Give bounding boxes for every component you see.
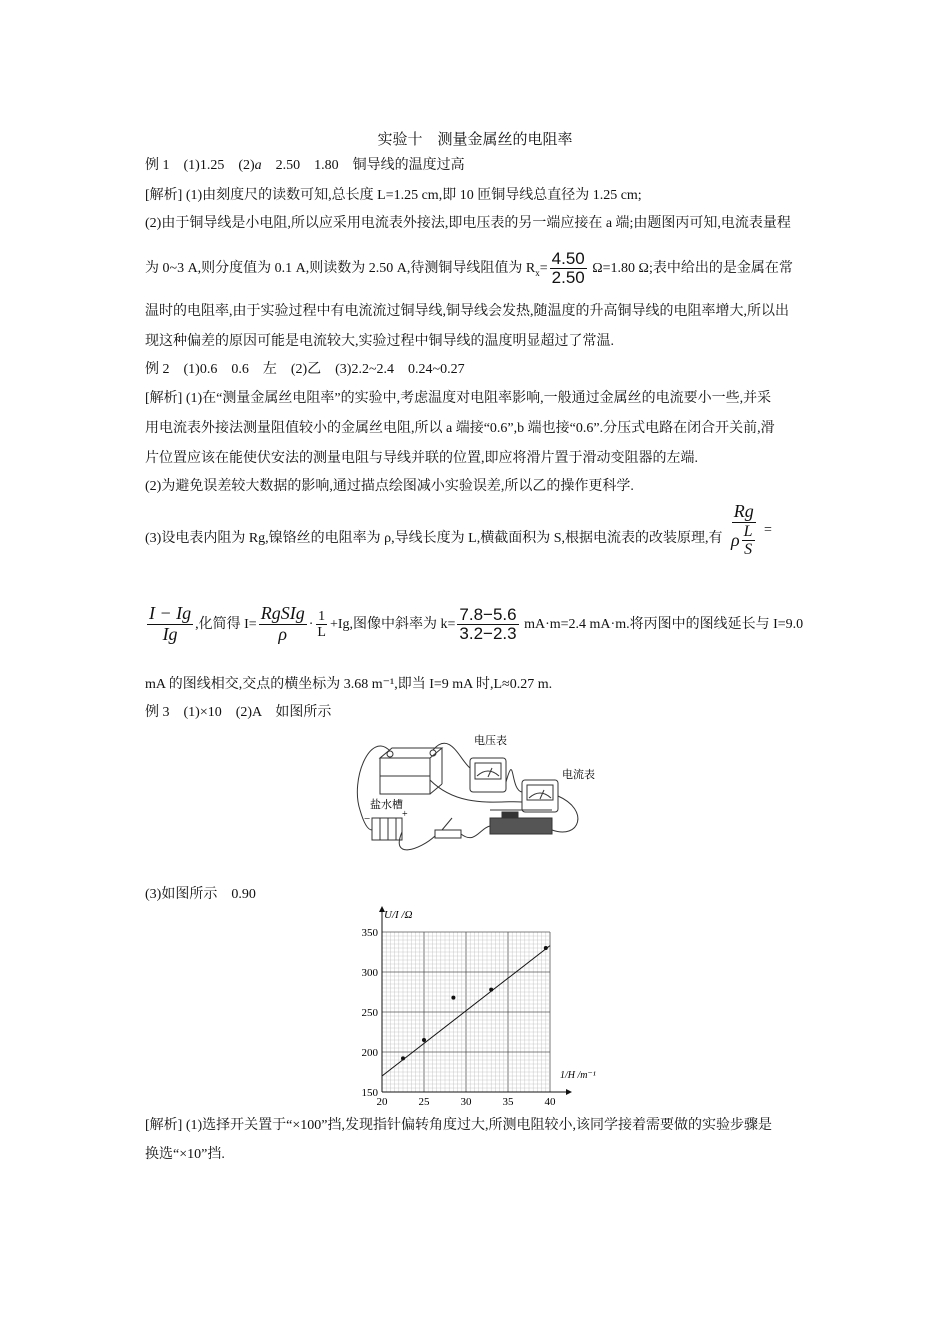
scatter-chart	[340, 900, 600, 1110]
y-tick-label: 150	[361, 1087, 378, 1099]
ex2-analysis-5: (3)设电表内阻为 Rg,镍铬丝的电阻率为 ρ,导线长度为 L,横截面积为 S,根据电流表的改装原理,有	[145, 531, 723, 546]
switch-icon	[435, 830, 461, 838]
battery-minus: −	[364, 813, 371, 825]
voltmeter-label: 电压表	[474, 735, 507, 747]
ex2-analysis-3: 片位置应该在能使伏安法的测量电阻与导线并联的位置,即应将滑片置于滑动变阻器的左端.	[145, 451, 698, 466]
electrode-icon	[387, 751, 393, 757]
y-tick-label: 300	[361, 967, 378, 979]
data-point	[544, 946, 548, 950]
data-point	[422, 1038, 426, 1042]
ex3-analysis-2: 换选“×10”挡.	[145, 1147, 225, 1162]
x-axis-label: 1/H /m⁻¹	[560, 1070, 596, 1081]
tank-label: 盐水槽	[370, 799, 403, 811]
tick-labels	[362, 927, 557, 1108]
battery-icon	[372, 818, 402, 840]
rg-over-rho-fraction: Rg ρ $\frac{L}{S}$ =	[731, 501, 772, 559]
data-point	[451, 996, 455, 1000]
rheostat-icon	[490, 818, 552, 834]
ex3-answer-3: (3)如图所示 0.90	[145, 887, 256, 902]
ex1-analysis-5: 现这种偏差的原因可能是电流较大,实验过程中铜导线的温度明显超过了常温.	[145, 334, 614, 349]
ammeter-label: 电流表	[562, 769, 595, 781]
ex3-analysis-1: [解析] (1)选择开关置于“×100”挡,发现指针偏转角度过大,所测电阻较小,该同学接着需要做的实验步骤是	[145, 1118, 772, 1133]
ex1-fraction: $\frac{4.50}{2.50}$	[551, 248, 585, 288]
x-tick-label: 20	[376, 1096, 388, 1108]
x-tick-label: 30	[460, 1096, 472, 1108]
ex1-analysis-4: 温时的电阻率,由于实验过程中有电流流过铜导线,铜导线会发热,随温度的升高铜导线的电阻率增大,所以出	[145, 304, 789, 319]
x-tick-label: 35	[502, 1096, 514, 1108]
ex2-analysis-7: mA 的图线相交,交点的横坐标为 3.68 m⁻¹,即当 I=9 mA 时,L≈0.27 m.	[145, 677, 553, 692]
ex2-analysis-1: [解析] (1)在“测量金属丝电阻率”的实验中,考虑温度对电阻率影响,一般通过金属丝的电流要小一些,并采	[145, 391, 772, 406]
ex2-answer: 例 2 (1)0.6 0.6 左 (2)乙 (3)2.2~2.4 0.24~0.27	[145, 362, 465, 377]
ex1-analysis-2: (2)由于铜导线是小电阻,所以应采用电流表外接法,即电压表的另一端应接在 a 端;由题图丙可知,电流表量程	[145, 216, 791, 231]
page-title: 实验十 测量金属丝的电阻率	[377, 132, 573, 148]
circuit-diagram	[350, 720, 600, 860]
x-axis-arrow	[566, 1089, 572, 1095]
chart-axes	[379, 906, 572, 1095]
y-tick-label: 350	[361, 927, 378, 939]
ex2-analysis-4: (2)为避免误差较大数据的影响,通过描点绘图减小实验误差,所以乙的操作更科学.	[145, 479, 634, 494]
current-fraction: $\frac{I - Ig}{Ig}$	[149, 603, 192, 645]
slope-fraction: $\frac{7.8-5.6}{3.2-2.3}$	[459, 604, 517, 644]
chart-grid	[382, 932, 550, 1092]
ex2-analysis-6: $\frac{I - Ig}{Ig}$ ,化简得 I= $\frac{\text{RgSIg}}{\rho}$ · $\frac{1}{L}$ +Ig,图像中斜率为 k= $\frac{7.8-5.6}{3.2-2.3}$ mA·m=2.4 mA·m.将丙图中的图线延长与 I=9.0	[149, 603, 804, 645]
ex3-answer: 例 3 (1)×10 (2)A 如图所示	[145, 705, 332, 720]
data-point	[401, 1056, 405, 1060]
ex2-analysis-2: 用电流表外接法测量阻值较小的金属丝电阻,所以 a 端接“0.6”,b 端也接“0.6”.分压式电路在闭合开关前,滑	[145, 421, 775, 436]
ex1-analysis-3: 为 0~3 A,则分度值为 0.1 A,则读数为 2.50 A,待测铜导线阻值为 $R_x=$ $\frac{4.50}{2.50}$ Ω=1.80 Ω;表中给出的是金属在常	[145, 248, 793, 288]
y-tick-label: 200	[361, 1047, 378, 1059]
ex1-analysis-1: [解析] (1)由刻度尺的读数可知,总长度 L=1.25 cm,即 10 匝铜导线总直径为 1.25 cm;	[145, 188, 642, 203]
y-axis-label: U/I /Ω	[384, 909, 413, 921]
x-tick-label: 40	[544, 1096, 556, 1108]
battery-plus: +	[402, 809, 408, 820]
x-tick-label: 25	[418, 1096, 430, 1108]
ex1-answer: 例 1 (1)1.25 (2)a 2.50 1.80 铜导线的温度过高	[145, 158, 465, 173]
data-point	[489, 988, 493, 992]
y-tick-label: 250	[361, 1007, 378, 1019]
